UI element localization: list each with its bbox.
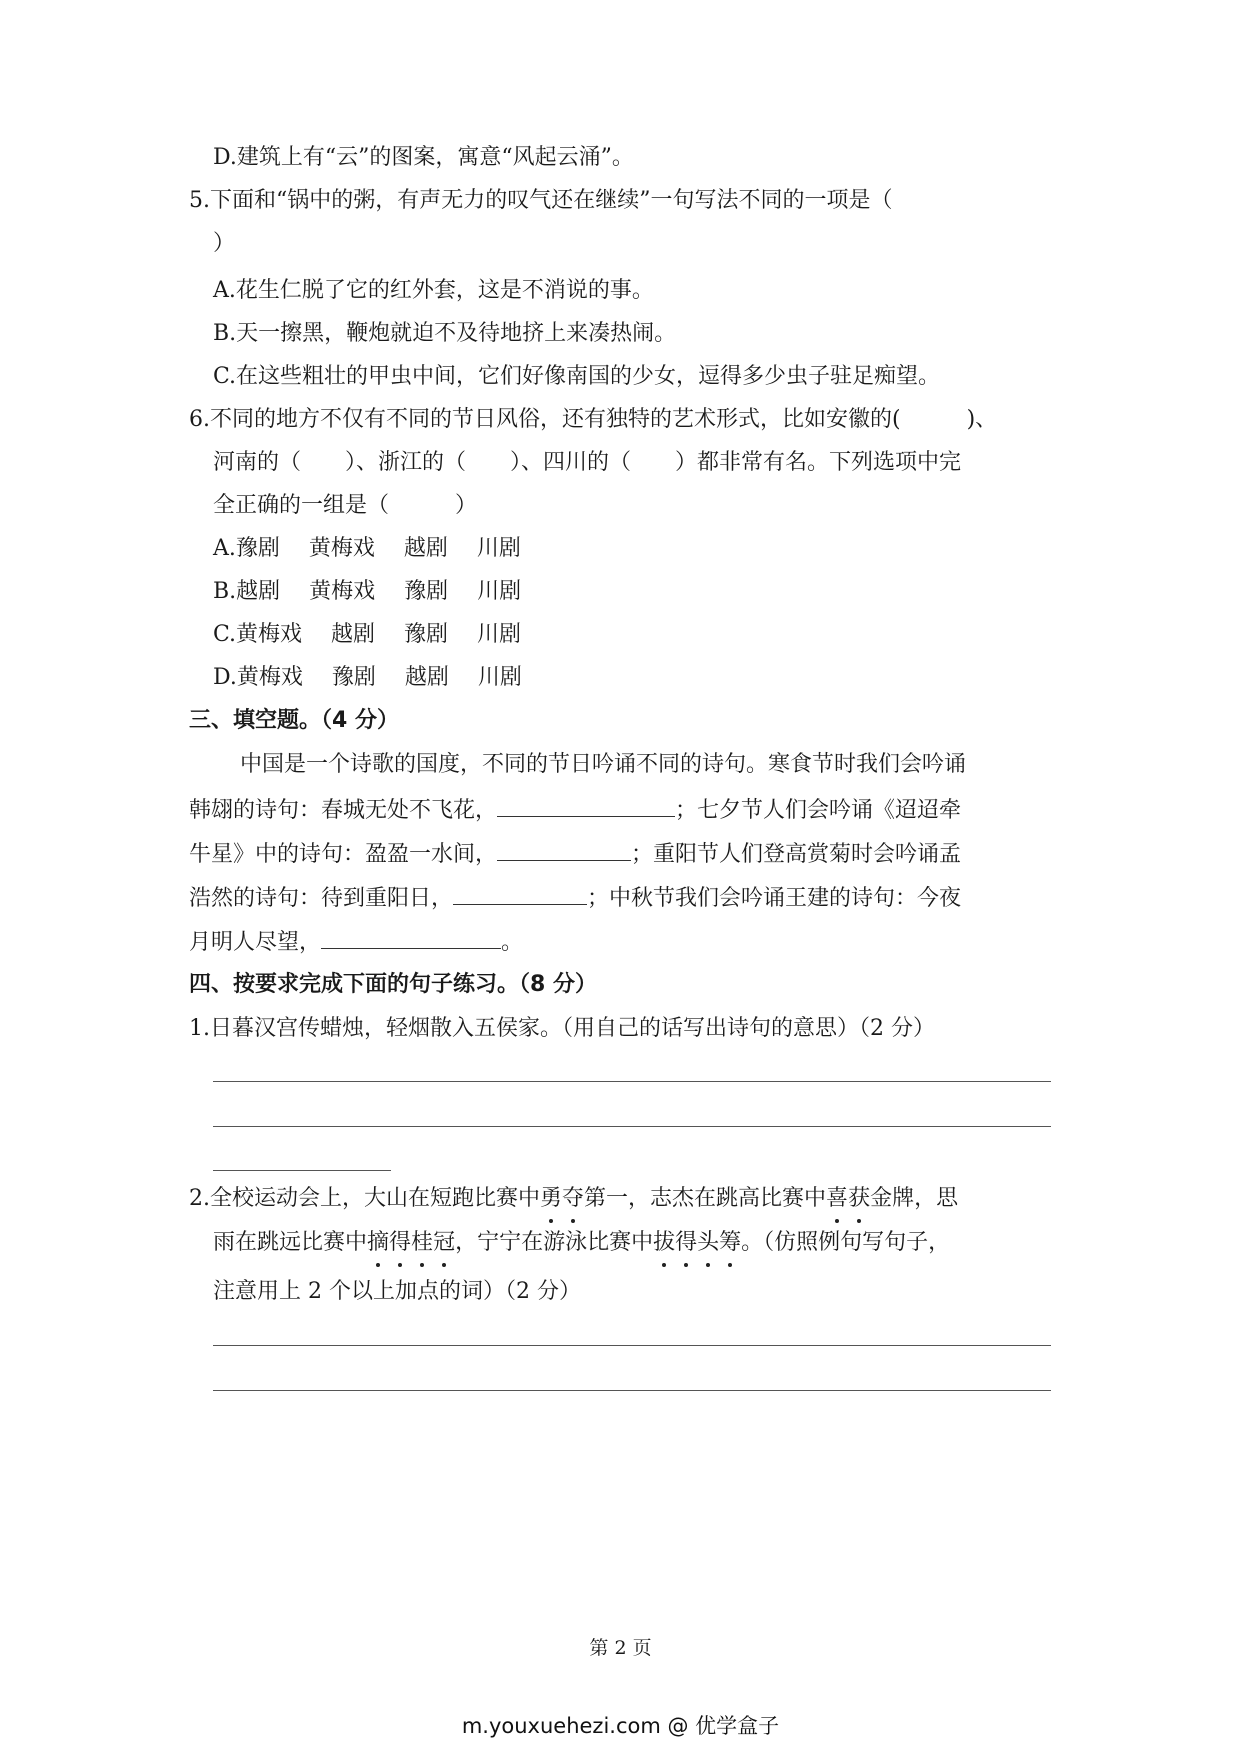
q5-stem: 5.下面和“锅中的粥，有声无力的叹气还在继续”一句写法不同的一项是（ [189, 188, 893, 213]
fill-blank-2[interactable] [497, 838, 631, 861]
q2-text: 雨在跳远比赛中 [213, 1230, 368, 1255]
q2-text: 金牌，思 [870, 1186, 959, 1211]
section3-paragraph-line4 [189, 882, 961, 914]
answer-line[interactable] [213, 1126, 1051, 1127]
q5-option-b: B.天一擦黑，鞭炮就迫不及待地挤上来凑热闹。 [213, 321, 677, 346]
section3-paragraph-line2 [189, 794, 961, 826]
q4-option-d: D.建筑上有“云”的图案，寓意“风起云涌”。 [213, 145, 634, 170]
emphasis-char: 冠 [433, 1228, 455, 1258]
fill-text: 。 [501, 930, 524, 955]
emphasis-char: 喜 [826, 1184, 848, 1214]
q6-stem-line1: 6.不同的地方不仅有不同的节日风俗，还有独特的艺术形式，比如安徽的( )、 [189, 407, 998, 432]
q5-option-c: C.在这些粗壮的甲虫中间，它们好像南国的少女，逗得多少虫子驻足痴望。 [213, 364, 941, 389]
q2-text: 。（仿照例句写句子， [741, 1230, 951, 1255]
section4-heading: 四、按要求完成下面的句子练习。（8 分） [189, 972, 597, 997]
answer-line[interactable] [213, 1170, 391, 1171]
q6-option-d: D.黄梅戏 豫剧 越剧 川剧 [213, 665, 522, 690]
fill-blank-1[interactable] [497, 794, 675, 817]
q5-stem-end: ） [213, 231, 236, 256]
dotted-word-1 [540, 1186, 584, 1211]
q2-text: 2.全校运动会上，大山在短跑比赛中 [189, 1186, 540, 1211]
fill-text: 韩翃的诗句：春城无处不飞花， [189, 798, 498, 823]
fill-blank-4[interactable] [321, 926, 501, 949]
dotted-word-2 [826, 1186, 870, 1211]
emphasis-char: 摘 [367, 1228, 389, 1258]
dotted-word-4 [653, 1230, 741, 1255]
fill-text: ；重阳节人们登高赏菊时会吟诵孟 [631, 842, 962, 867]
emphasis-char: 桂 [411, 1228, 433, 1258]
watermark: m.youxuehezi.com @ 优学盒子 [461, 1714, 780, 1738]
page-number: 第 2 页 [589, 1637, 652, 1659]
fill-blank-3[interactable] [453, 882, 587, 905]
q6-stem-line2: 河南的（ ）、浙江的（ ）、四川的（ ）都非常有名。下列选项中完 [213, 450, 962, 475]
section4-q2-line3: 注意用上 2 个以上加点的词）（2 分） [213, 1279, 581, 1304]
section4-q2-line1 [189, 1184, 958, 1214]
emphasis-char: 得 [675, 1228, 697, 1258]
section3-paragraph-line5 [189, 926, 523, 958]
fill-text: 月明人尽望， [189, 930, 322, 955]
emphasis-char: 获 [848, 1184, 870, 1214]
fill-text: ；七夕节人们会吟诵《迢迢牵 [675, 798, 962, 823]
q6-option-a: A.豫剧 黄梅戏 越剧 川剧 [213, 536, 521, 561]
emphasis-char: 拔 [653, 1228, 675, 1258]
section3-paragraph-line1: 中国是一个诗歌的国度，不同的节日吟诵不同的诗句。寒食节时我们会吟诵 [240, 752, 967, 777]
section3-heading: 三、填空题。（4 分） [189, 708, 399, 733]
q2-text: ，宁宁在游泳比赛中 [455, 1230, 654, 1255]
q6-option-b: B.越剧 黄梅戏 豫剧 川剧 [213, 579, 522, 604]
answer-line[interactable] [213, 1345, 1051, 1346]
fill-text: ；中秋节我们会吟诵王建的诗句：今夜 [587, 886, 962, 911]
section3-paragraph-line3 [189, 838, 961, 870]
q5-option-a: A.花生仁脱了它的红外套，这是不消说的事。 [213, 278, 654, 303]
emphasis-char: 夺 [562, 1184, 584, 1214]
emphasis-char: 得 [389, 1228, 411, 1258]
fill-text: 浩然的诗句：待到重阳日， [189, 886, 454, 911]
answer-line[interactable] [213, 1390, 1051, 1391]
emphasis-char: 勇 [540, 1184, 562, 1214]
emphasis-char: 筹 [719, 1228, 741, 1258]
answer-line[interactable] [213, 1081, 1051, 1082]
section4-q1: 1.日暮汉宫传蜡烛，轻烟散入五侯家。（用自己的话写出诗句的意思）（2 分） [189, 1016, 935, 1041]
section4-q2-line2 [213, 1228, 950, 1258]
emphasis-char: 头 [697, 1228, 719, 1258]
dotted-word-3 [367, 1230, 455, 1255]
q2-text: 第一，志杰在跳高比赛中 [584, 1186, 827, 1211]
fill-text: 牛星》中的诗句：盈盈一水间， [189, 842, 498, 867]
q6-stem-line3: 全正确的一组是（ ） [213, 493, 478, 518]
q6-option-c: C.黄梅戏 越剧 豫剧 川剧 [213, 622, 522, 647]
